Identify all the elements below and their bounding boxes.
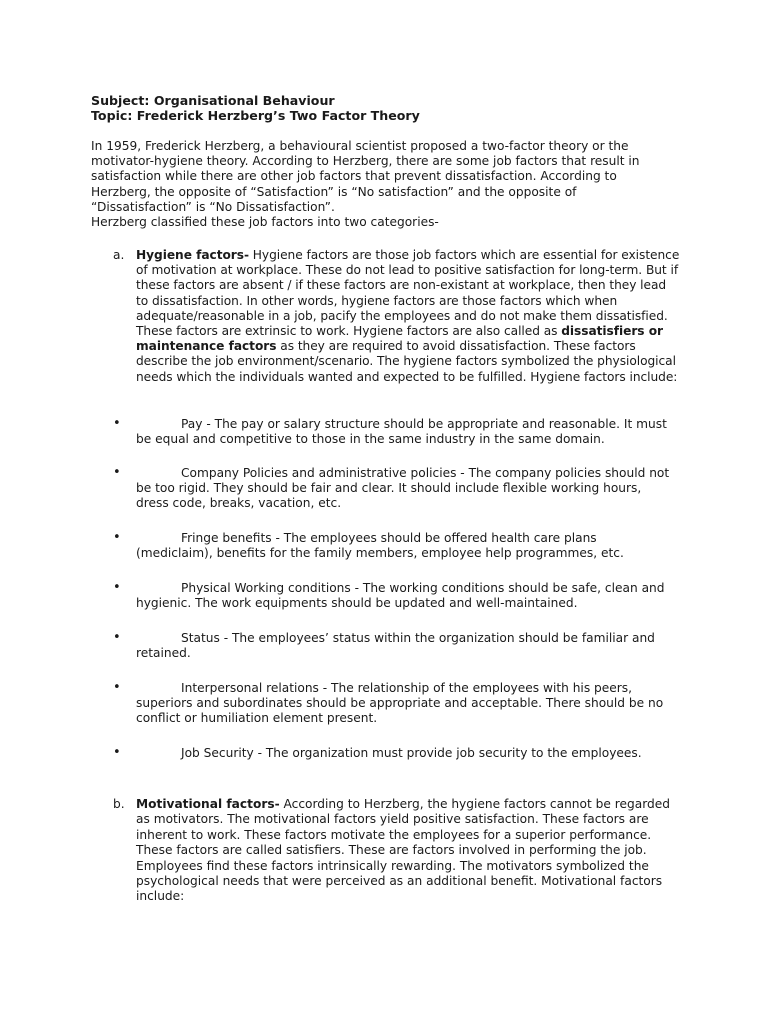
list-item-text: Job Security - The organization must provide job security to the employees. xyxy=(181,746,642,760)
motivational-text: According to Herzberg, the hygiene factors cannot be regarded as motivators. The motivational factors yield positive satisfaction. These factors are inherent to work. These factors motivate the employees for a superior performance. These factors are called satisfiers. These are factors involved in performing the job. Employees find these factors intrinsically rewarding. The motivators symbolized the psychological needs that were perceived as an additional benefit. Motivational factors include: xyxy=(136,797,670,904)
dissatisfiers-emphasis: dissatisfiers or maintenance factors xyxy=(136,324,663,354)
bullet-status: • xyxy=(113,630,121,645)
bullet-fringe-benefits: • xyxy=(113,530,121,545)
list-item-status xyxy=(136,631,676,661)
bullet-job-security: • xyxy=(113,745,121,760)
list-item-text: Company Policies and administrative policies - The company policies should not be too rigid. They should be fair and clear. It should include flexible working hours, dress code, breaks, vacation, etc. xyxy=(136,466,670,511)
motivational-factors-heading: Motivational factors- xyxy=(136,797,280,811)
bullet-pay: • xyxy=(113,416,121,431)
list-item-job-security xyxy=(136,746,676,761)
motivational-factors-paragraph xyxy=(136,797,676,905)
hygiene-factors-paragraph xyxy=(136,248,681,385)
list-item-pay xyxy=(136,417,676,447)
list-item-text: Physical Working conditions - The working conditions should be safe, clean and hygienic. The work equipments should be updated and well-maintained. xyxy=(136,581,665,611)
intro-paragraph: In 1959, Frederick Herzberg, a behavioural scientist proposed a two-factor theory or the motivator-hygiene theory. According to Herzberg, there are some job factors that result in satisfaction while there are other job factors that prevent dissatisfaction. According to Herzberg, the opposite of “Satisfaction” is “No satisfaction” and the opposite of “Dissatisfaction” is “No Dissatisfaction”. xyxy=(91,139,640,214)
list-marker-b: b. xyxy=(113,797,125,811)
list-marker-a: a. xyxy=(113,248,125,262)
list-item-text: Pay - The pay or salary structure should be appropriate and reasonable. It must be equal and competitive to those in the same industry in the same domain. xyxy=(136,417,667,447)
list-item-text: Fringe benefits - The employees should be offered health care plans (mediclaim), benefits for the family members, employee help programmes, etc. xyxy=(136,531,624,561)
list-item-company-policies xyxy=(136,466,676,512)
list-item-fringe-benefits xyxy=(136,531,676,561)
classification-line: Herzberg classified these job factors into two categories- xyxy=(91,215,439,229)
hygiene-text-part-2: as they are required to avoid dissatisfaction. These factors describe the job environment/scenario. The hygiene factors symbolized the physiological needs which the individuals wanted and expected to be fulfilled. Hygiene factors include: xyxy=(136,339,678,384)
bullet-interpersonal: • xyxy=(113,680,121,695)
list-item-interpersonal xyxy=(136,681,676,727)
list-item-physical-conditions xyxy=(136,581,676,611)
bullet-company-policies: • xyxy=(113,465,121,480)
subject-heading: Subject: Organisational Behaviour xyxy=(91,93,335,108)
list-item-text: Status - The employees’ status within the organization should be familiar and retained. xyxy=(136,631,655,661)
list-item-text: Interpersonal relations - The relationship of the employees with his peers, superiors and subordinates should be appropriate and acceptable. There should be no conflict or humiliation element present. xyxy=(136,681,664,726)
hygiene-factors-heading: Hygiene factors- xyxy=(136,248,249,262)
hygiene-text-part-1: Hygiene factors are those job factors which are essential for existence of motivation at workplace. These do not lead to positive satisfaction for long-term. But if these factors are absent / if these factors are non-existant at workplace, then they lead to dissatisfaction. In other words, hygiene factors are those factors which when adequate/reasonable in a job, pacify the employees and do not make them dissatisfied. These factors are extrinsic to work. Hygiene factors are also called as xyxy=(136,248,680,339)
bullet-physical-conditions: • xyxy=(113,580,121,595)
topic-heading: Topic: Frederick Herzberg’s Two Factor Theory xyxy=(91,108,420,123)
